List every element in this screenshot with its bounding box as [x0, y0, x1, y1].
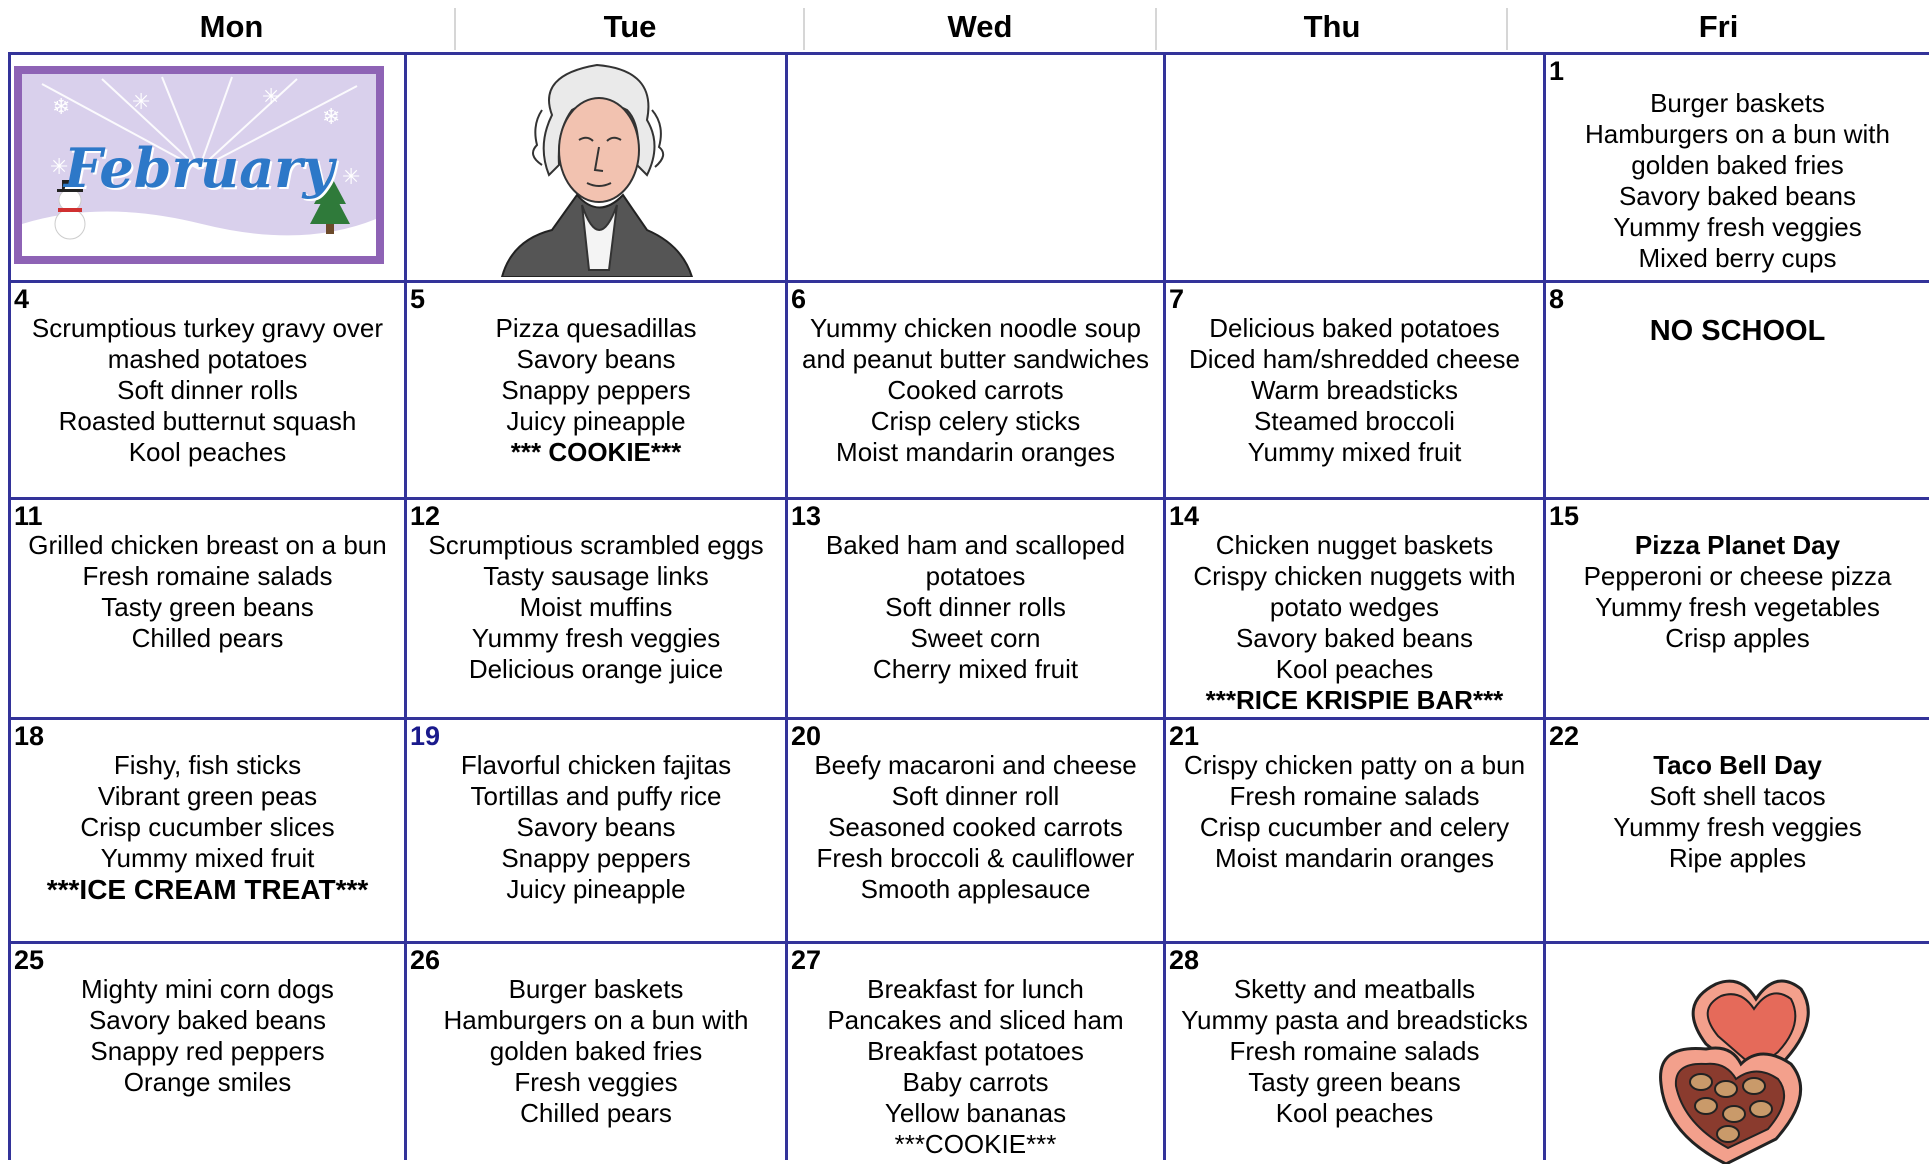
menu-item: Snappy peppers [501, 843, 691, 873]
george-washington-portrait-icon [497, 55, 697, 277]
menu-item: mashed potatoes [107, 344, 308, 374]
menu-item: potatoes [925, 561, 1026, 591]
menu-item: Yummy mixed fruit [100, 843, 315, 873]
menu-item: Sweet corn [910, 623, 1041, 653]
day-cell-6 [788, 283, 1163, 497]
no-school-notice: NO SCHOOL [1649, 315, 1826, 347]
menu-item: Tasty green beans [1248, 1067, 1461, 1097]
banner-title: February [63, 136, 335, 200]
day-number: 19 [410, 721, 441, 751]
menu-item: Moist mandarin oranges [1215, 843, 1494, 873]
menu-item: Tortillas and puffy rice [470, 781, 722, 811]
menu-item: Burger baskets [508, 974, 684, 1004]
svg-text:✳: ✳ [262, 85, 281, 110]
day-cell-12 [407, 500, 785, 717]
menu-item: Yummy fresh veggies [1613, 812, 1862, 842]
menu-item: Fresh romaine salads [1229, 1036, 1480, 1066]
menu-item: Yummy fresh vegetables [1595, 592, 1880, 622]
menu-item: Snappy peppers [501, 375, 691, 405]
menu-item: Kool peaches [1275, 1098, 1434, 1128]
day-number: 8 [1549, 284, 1565, 314]
menu-item: Sketty and meatballs [1233, 974, 1476, 1004]
day-number: 6 [791, 284, 807, 314]
menu-item: Moist muffins [519, 592, 673, 622]
valentine-chocolate-box-icon [1646, 964, 1816, 1164]
menu-item: Chicken nugget baskets [1215, 530, 1494, 560]
day-cell-7 [1166, 283, 1543, 497]
day-number: 11 [14, 501, 43, 531]
menu-item: Juicy pineapple [506, 406, 686, 436]
menu-item: Juicy pineapple [506, 874, 686, 904]
menu-item: Vibrant green peas [97, 781, 318, 811]
menu-item: Baby carrots [902, 1067, 1049, 1097]
menu-item: Steamed broccoli [1254, 406, 1455, 436]
menu-item: Cherry mixed fruit [872, 654, 1079, 684]
menu-item: Yummy chicken noodle soup [810, 313, 1141, 343]
menu-item: potato wedges [1269, 592, 1440, 622]
header-mon: Mon [199, 9, 264, 44]
day-number: 18 [14, 721, 45, 751]
svg-text:✳: ✳ [342, 165, 361, 190]
menu-item: Fresh romaine salads [1229, 781, 1480, 811]
menu-item: Kool peaches [1275, 654, 1434, 684]
day-cell-11 [11, 500, 404, 717]
menu-item: Delicious baked potatoes [1209, 313, 1500, 343]
menu-item: Soft dinner roll [891, 781, 1060, 811]
header-wed: Wed [947, 9, 1013, 44]
day-cell-18 [11, 720, 404, 941]
menu-item: Baked ham and scalloped [825, 530, 1126, 560]
day-cell-empty [407, 55, 785, 280]
menu-item: Hamburgers on a bun with [1585, 119, 1890, 149]
day-number: 25 [14, 945, 45, 975]
day-cell-26 [407, 944, 785, 1160]
menu-item: Yummy fresh veggies [471, 623, 721, 653]
day-number: 26 [410, 945, 441, 975]
menu-item: Crispy chicken nuggets with [1193, 561, 1516, 591]
day-number: 13 [791, 501, 822, 531]
menu-item: Fresh romaine salads [82, 561, 333, 591]
day-cell-25 [11, 944, 404, 1160]
menu-item: Pepperoni or cheese pizza [1583, 561, 1892, 591]
svg-text:❄: ❄ [322, 105, 341, 130]
menu-item: Pancakes and sliced ham [827, 1005, 1124, 1035]
menu-item: Breakfast potatoes [867, 1036, 1084, 1066]
special-treat: ***RICE KRISPIE BAR*** [1205, 685, 1504, 715]
menu-item: Burger baskets [1650, 88, 1825, 118]
february-banner [14, 66, 384, 264]
menu-item: Diced ham/shredded cheese [1189, 344, 1520, 374]
header-thu: Thu [1303, 9, 1361, 44]
menu-item: Fresh veggies [514, 1067, 678, 1097]
menu-item: Delicious orange juice [468, 654, 724, 684]
menu-item: Seasoned cooked carrots [828, 812, 1123, 842]
special-treat: ***ICE CREAM TREAT*** [46, 874, 369, 905]
menu-item: Savory beans [516, 344, 676, 374]
menu-item: Yummy pasta and breadsticks [1181, 1005, 1528, 1035]
menu-item: Scrumptious turkey gravy over [31, 313, 384, 343]
menu-item: Moist mandarin oranges [836, 437, 1115, 467]
special-treat: *** COOKIE*** [510, 437, 682, 467]
menu-item: Soft shell tacos [1649, 781, 1826, 811]
day-cell-22 [1546, 720, 1929, 941]
day-number: 15 [1549, 501, 1580, 531]
menu-item: Crisp celery sticks [870, 406, 1081, 436]
day-number: 20 [791, 721, 822, 751]
menu-item: Orange smiles [123, 1067, 292, 1097]
day-cell-empty [1166, 55, 1543, 280]
menu-item: Pizza quesadillas [495, 313, 697, 343]
menu-item: and peanut butter sandwiches [802, 344, 1149, 374]
svg-text:❄: ❄ [52, 95, 71, 120]
day-cell-4 [11, 283, 404, 497]
menu-item: Roasted butternut squash [58, 406, 357, 436]
menu-item: Crispy chicken patty on a bun [1183, 750, 1526, 780]
menu-item: Grilled chicken breast on a bun [28, 530, 387, 560]
menu-item: Yellow bananas [884, 1098, 1067, 1128]
menu-item: Flavorful chicken fajitas [460, 750, 732, 780]
menu-item: Savory baked beans [1235, 623, 1474, 653]
special-treat: ***COOKIE*** [894, 1129, 1057, 1159]
menu-item: Crisp cucumber slices [80, 812, 335, 842]
menu-item: Yummy mixed fruit [1247, 437, 1462, 467]
day-number: 1 [1549, 56, 1565, 86]
day-number: 7 [1169, 284, 1185, 314]
day-cell-15 [1546, 500, 1929, 717]
menu-item: Cooked carrots [887, 375, 1064, 405]
menu-item: Breakfast for lunch [867, 974, 1084, 1004]
menu-item: Crisp cucumber and celery [1199, 812, 1510, 842]
menu-item: golden baked fries [1631, 150, 1844, 180]
menu-item: Kool peaches [128, 437, 287, 467]
day-cell-empty [1546, 944, 1929, 1160]
day-cell-1 [1546, 55, 1929, 280]
menu-item: Tasty sausage links [483, 561, 709, 591]
menu-item: Chilled pears [520, 1098, 672, 1128]
day-number: 4 [14, 284, 30, 314]
day-number: 28 [1169, 945, 1200, 975]
day-cell-19 [407, 720, 785, 941]
day-cell-5 [407, 283, 785, 497]
menu-item: Soft dinner rolls [117, 375, 298, 405]
menu-item: Chilled pears [131, 623, 284, 653]
menu-item: Soft dinner rolls [885, 592, 1066, 622]
day-number: 21 [1169, 721, 1200, 751]
menu-item: Scrumptious scrambled eggs [428, 530, 764, 560]
menu-item: Savory baked beans [88, 1005, 327, 1035]
svg-text:✳: ✳ [132, 90, 151, 115]
day-number: 5 [410, 284, 426, 314]
menu-item: Beefy macaroni and cheese [814, 750, 1137, 780]
menu-item: Smooth applesauce [860, 874, 1091, 904]
day-cell-empty [788, 55, 1163, 280]
menu-item: Hamburgers on a bun with [443, 1005, 749, 1035]
day-number: 12 [410, 501, 441, 531]
header-tue: Tue [603, 9, 657, 44]
menu-item: Mighty mini corn dogs [81, 974, 334, 1004]
theme-day-heading: Taco Bell Day [1653, 750, 1822, 780]
day-number: 14 [1169, 501, 1200, 531]
menu-item: Ripe apples [1668, 843, 1807, 873]
day-cell-20 [788, 720, 1163, 941]
day-cell-28 [1166, 944, 1543, 1160]
day-cell-27 [788, 944, 1163, 1160]
menu-item: Fishy, fish sticks [113, 750, 302, 780]
menu-item: Mixed berry cups [1638, 243, 1837, 273]
header-fri: Fri [1698, 9, 1739, 44]
menu-item: Yummy fresh veggies [1613, 212, 1862, 242]
menu-item: Warm breadsticks [1250, 375, 1459, 405]
menu-item: Savory baked beans [1618, 181, 1857, 211]
menu-item: Fresh broccoli & cauliflower [816, 843, 1135, 873]
svg-text:✳: ✳ [50, 155, 69, 180]
day-cell-14 [1166, 500, 1543, 717]
menu-item: Savory beans [516, 812, 676, 842]
day-cell-13 [788, 500, 1163, 717]
menu-item: Tasty green beans [101, 592, 314, 622]
menu-item: golden baked fries [489, 1036, 703, 1066]
day-number: 22 [1549, 721, 1580, 751]
menu-item: Crisp apples [1665, 623, 1810, 653]
day-number: 27 [791, 945, 822, 975]
day-cell-21 [1166, 720, 1543, 941]
day-cell-8 [1546, 283, 1929, 497]
theme-day-heading: Pizza Planet Day [1634, 530, 1841, 560]
menu-item: Snappy red peppers [90, 1036, 325, 1066]
